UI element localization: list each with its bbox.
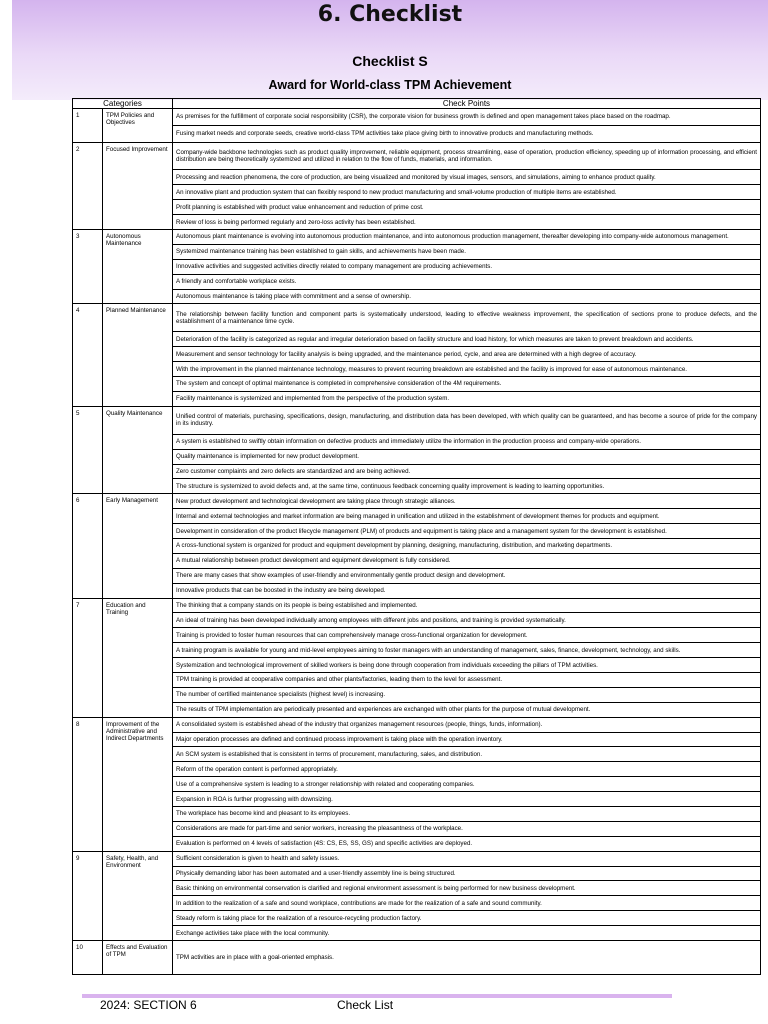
check-point: Systemized maintenance training has been established to gain skills, and achievements have been made. <box>173 244 761 259</box>
table-row <box>73 479 761 494</box>
table-row <box>73 434 761 449</box>
check-point: Deterioration of the facility is categorized as regular and irregular deterioration based on facility structure and load history, for which measures are taken to prevent breakdown and accidents. <box>173 332 761 347</box>
table-row <box>73 628 761 643</box>
check-point: The workplace has become kind and pleasant to its employees. <box>173 807 761 822</box>
check-point: Use of a comprehensive system is leading to a stronger relationship with related and cooperating companies. <box>173 777 761 792</box>
table-row <box>73 866 761 881</box>
check-point: The results of TPM implementation are periodically presented and experiences are exchanged with other plants for the purpose of mutual development. <box>173 702 761 717</box>
table-row <box>73 687 761 702</box>
table-row <box>73 449 761 464</box>
table-row <box>73 109 761 126</box>
checklist-table <box>72 98 761 975</box>
checklist-title: Checklist S <box>352 53 428 69</box>
category-number: 4 <box>73 304 103 406</box>
check-point: The relationship between facility function and component parts is systematically understood, leading to effective weakness improvement, the specification of sections prone to produce defects, and the establishment of a maintenance time cycle. <box>173 304 761 332</box>
category-number: 7 <box>73 598 103 717</box>
check-point: Major operation processes are defined and continued process improvement is taking place with the operation inventory. <box>173 732 761 747</box>
table-row <box>73 304 761 332</box>
table-row <box>73 672 761 687</box>
check-point: As premises for the fulfillment of corporate social responsibility (CSR), the corporate vision for business growth is defined and open management takes place based on the roadmap. <box>173 109 761 126</box>
table-row <box>73 200 761 215</box>
check-point: With the improvement in the planned maintenance technology, measures to prevent recurring breakdown are established and the facility is improved for ease of autonomous maintenance. <box>173 362 761 377</box>
table-row <box>73 274 761 289</box>
check-point: Evaluation is performed on 4 levels of satisfaction (4S: CS, ES, SS, GS) and specific activities are deployed. <box>173 836 761 851</box>
check-point: Review of loss is being performed regularly and zero-loss activity has been established. <box>173 215 761 230</box>
check-point: Fusing market needs and corporate seeds, creative world-class TPM activities take place giving birth to innovative products and manufacturing methods. <box>173 125 761 142</box>
table-row <box>73 289 761 304</box>
category-name: Education and Training <box>103 598 173 717</box>
check-point: An innovative plant and production system that can flexibly respond to new product manufacturing and small-volume production of multiple items are established. <box>173 185 761 200</box>
table-row <box>73 142 761 170</box>
check-point: Reform of the operation content is performed appropriately. <box>173 762 761 777</box>
table-row <box>73 125 761 142</box>
table-row <box>73 229 761 244</box>
category-number: 8 <box>73 717 103 851</box>
category-name: TPM Policies and Objectives <box>103 109 173 143</box>
table-row <box>73 244 761 259</box>
table-row <box>73 598 761 613</box>
table-row <box>73 792 761 807</box>
table-header-row <box>73 99 761 109</box>
check-point: Sufficient consideration is given to health and safety issues. <box>173 851 761 866</box>
check-point: Systemization and technological improvement of skilled workers is being done through cooperation from individuals exceeding the pillars of TPM activities. <box>173 658 761 673</box>
footer-section-label: 2024: SECTION 6 <box>100 998 197 1012</box>
table-row <box>73 643 761 658</box>
table-row <box>73 170 761 185</box>
category-number: 1 <box>73 109 103 143</box>
check-point: Unified control of materials, purchasing, specifications, design, manufacturing, and distribution data has been developed, with which quality can be guaranteed, and has become a source of pride for the company in its industry. <box>173 406 761 434</box>
table-row <box>73 362 761 377</box>
table-row <box>73 185 761 200</box>
table-row <box>73 583 761 598</box>
table-row <box>73 881 761 896</box>
chapter-title: 6. Checklist <box>317 2 463 27</box>
table-row <box>73 851 761 866</box>
table-row <box>73 658 761 673</box>
table-row <box>73 553 761 568</box>
checklist-table-container <box>72 98 760 975</box>
check-point: Company-wide backbone technologies such as product quality improvement, reliable equipment, process streamlining, ease of operation, production efficiency, speeding up of information processing, and efficient distribution are being theoretically systemized and utilized in relation to the flow of funds, materials, and information. <box>173 142 761 170</box>
check-point: Profit planning is established with product value enhancement and reduction of prime cost. <box>173 200 761 215</box>
table-row <box>73 941 761 975</box>
check-point: A mutual relationship between product development and equipment development is fully considered. <box>173 553 761 568</box>
category-number: 2 <box>73 142 103 229</box>
check-point: Internal and external technologies and market information are being managed in unification and utilized in the establishment of development themes for products and equipment. <box>173 509 761 524</box>
check-point: A friendly and comfortable workplace exists. <box>173 274 761 289</box>
check-point: An ideal of training has been developed individually among employees with different jobs and positions, and training is provided systematically. <box>173 613 761 628</box>
check-point: Zero customer complaints and zero defects are standardized and are being achieved. <box>173 464 761 479</box>
check-point: New product development and technological development are taking place through strategic alliances. <box>173 494 761 509</box>
check-point: Physically demanding labor has been automated and a user-friendly assembly line is being structured. <box>173 866 761 881</box>
check-point: Facility maintenance is systemized and implemented from the perspective of the production system. <box>173 391 761 406</box>
check-point: Measurement and sensor technology for facility analysis is being upgraded, and the maintenance period, cycle, and area are determined with a high degree of accuracy. <box>173 347 761 362</box>
table-row <box>73 494 761 509</box>
category-number: 3 <box>73 229 103 303</box>
category-number: 10 <box>73 941 103 975</box>
table-row <box>73 807 761 822</box>
table-row <box>73 613 761 628</box>
check-point: The thinking that a company stands on its people is being established and implemented. <box>173 598 761 613</box>
table-row <box>73 406 761 434</box>
check-point: Innovative activities and suggested activities directly related to company management are producing achievements. <box>173 259 761 274</box>
table-row <box>73 509 761 524</box>
table-row <box>73 332 761 347</box>
category-name: Quality Maintenance <box>103 406 173 493</box>
table-row <box>73 911 761 926</box>
award-subtitle: Award for World-class TPM Achievement <box>268 78 512 92</box>
table-row <box>73 747 761 762</box>
table-row <box>73 896 761 911</box>
table-row <box>73 259 761 274</box>
check-point: A training program is available for young and mid-level employees aiming to foster managers with an understanding of management, sales, finance, development, technology, and skills. <box>173 643 761 658</box>
category-name: Improvement of the Administrative and Indirect Departments <box>103 717 173 851</box>
footer-page-label: Check List <box>337 998 394 1012</box>
table-row <box>73 777 761 792</box>
category-name: Safety, Health, and Environment <box>103 851 173 940</box>
check-point: Considerations are made for part-time and senior workers, increasing the pleasantness of the workplace. <box>173 821 761 836</box>
category-name: Focused Improvement <box>103 142 173 229</box>
check-point: Autonomous maintenance is taking place with commitment and a sense of ownership. <box>173 289 761 304</box>
page-header <box>12 0 768 100</box>
check-point: Autonomous plant maintenance is evolving into autonomous production maintenance, and into autonomous production management, thereafter developing into company-wide autonomous management. <box>173 229 761 244</box>
category-name: Effects and Evaluation of TPM <box>103 941 173 975</box>
table-row <box>73 377 761 392</box>
check-point: The number of certified maintenance specialists (highest level) is increasing. <box>173 687 761 702</box>
category-number: 5 <box>73 406 103 493</box>
category-number: 9 <box>73 851 103 940</box>
check-point: A cross-functional system is organized for product and equipment development by planning, designing, manufacturing, distribution, and marketing departments. <box>173 538 761 553</box>
table-row <box>73 732 761 747</box>
check-point: Development in consideration of the product lifecycle management (PLM) of products and equipment is taking place and a management system for the development is established. <box>173 524 761 539</box>
table-row <box>73 464 761 479</box>
check-point: Expansion in ROA is further progressing with downsizing. <box>173 792 761 807</box>
table-row <box>73 926 761 941</box>
check-point: Training is provided to foster human resources that can comprehensively manage cross-functional organization for development. <box>173 628 761 643</box>
check-point: A system is established to swiftly obtain information on defective products and immediately utilize the information in the production process and company-wide operations. <box>173 434 761 449</box>
table-row <box>73 215 761 230</box>
check-point: Innovative products that can be boosted in the industry are being developed. <box>173 583 761 598</box>
category-name: Planned Maintenance <box>103 304 173 406</box>
check-point: Exchange activities take place with the local community. <box>173 926 761 941</box>
table-row <box>73 538 761 553</box>
check-point: An SCM system is established that is consistent in terms of procurement, manufacturing, sales, and distribution. <box>173 747 761 762</box>
check-point: Quality maintenance is implemented for new product development. <box>173 449 761 464</box>
table-row <box>73 717 761 732</box>
column-header-categories: Categories <box>73 99 173 109</box>
table-row <box>73 762 761 777</box>
check-point: There are many cases that show examples of user-friendly and environmentally gentle product design and development. <box>173 568 761 583</box>
table-row <box>73 836 761 851</box>
table-row <box>73 821 761 836</box>
table-row <box>73 391 761 406</box>
table-body <box>73 109 761 975</box>
check-point: In addition to the realization of a safe and sound workplace, contributions are made for the realization of a safe and sound community. <box>173 896 761 911</box>
check-point: Basic thinking on environmental conservation is clarified and regional environment assessment is being performed for new business development. <box>173 881 761 896</box>
check-point: Processing and reaction phenomena, the core of production, are being visualized and monitored by visual images, sensors, and simulations, aiming to enhance product quality. <box>173 170 761 185</box>
category-name: Early Management <box>103 494 173 598</box>
check-point: The structure is systemized to avoid defects and, at the same time, continuous feedback concerning quality improvement is leading to learning opportunities. <box>173 479 761 494</box>
table-row <box>73 347 761 362</box>
column-header-check-points: Check Points <box>173 99 761 109</box>
category-name: Autonomous Maintenance <box>103 229 173 303</box>
table-row <box>73 568 761 583</box>
table-row <box>73 524 761 539</box>
check-point: TPM training is provided at cooperative companies and other plants/factories, leading them to the level for assessment. <box>173 672 761 687</box>
check-point: TPM activities are in place with a goal-oriented emphasis. <box>173 941 761 975</box>
check-point: Steady reform is taking place for the realization of a resource-recycling production factory. <box>173 911 761 926</box>
check-point: A consolidated system is established ahead of the industry that organizes management resources (people, things, funds, information). <box>173 717 761 732</box>
category-number: 6 <box>73 494 103 598</box>
table-row <box>73 702 761 717</box>
check-point: The system and concept of optimal maintenance is completed in comprehensive consideration of the 4M requirements. <box>173 377 761 392</box>
